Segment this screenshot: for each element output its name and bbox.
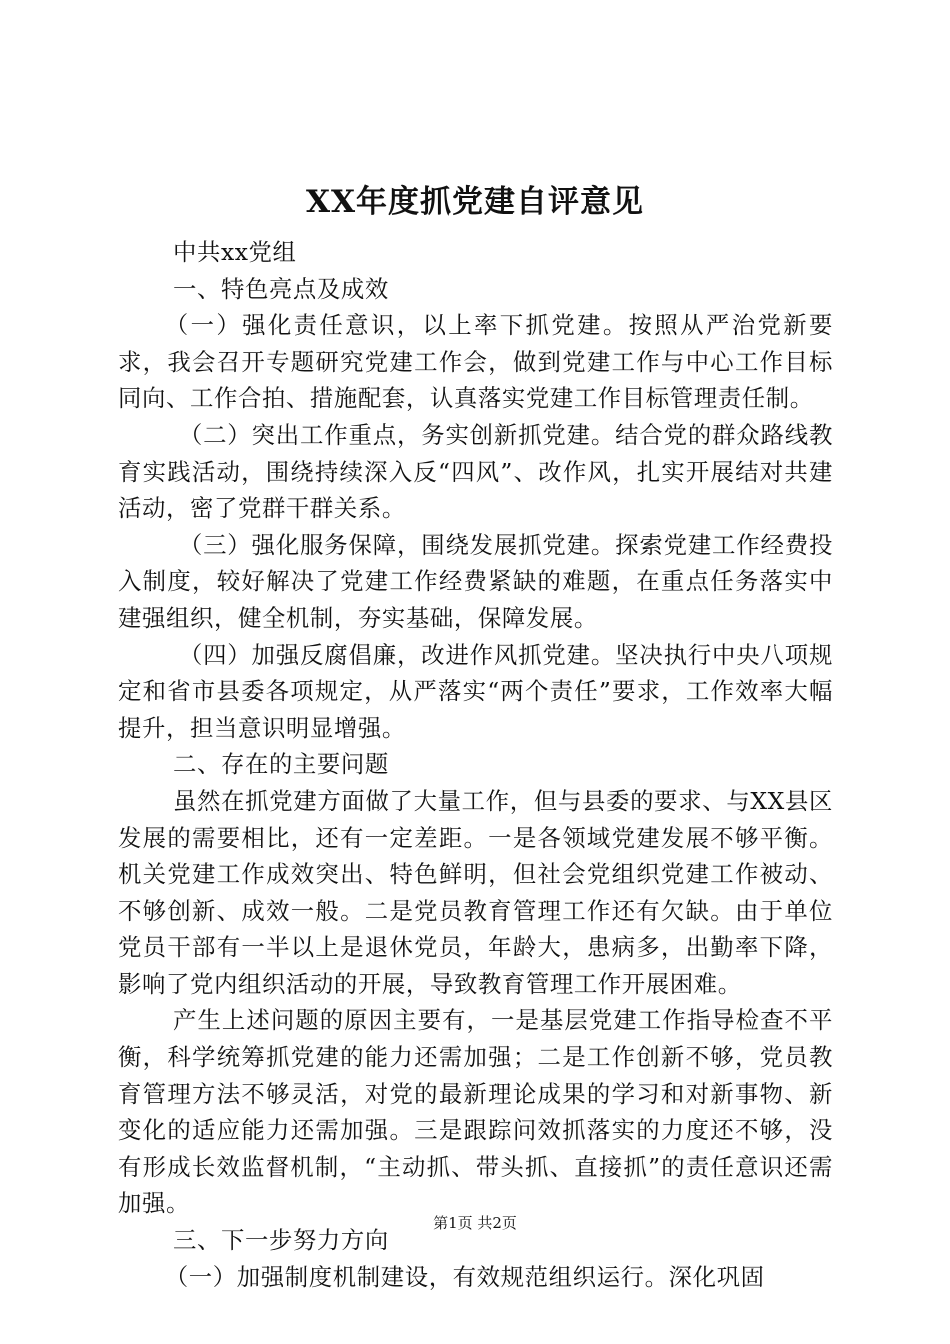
paragraph-issuer: 中共xx党组 — [172, 238, 297, 266]
page-footer: 第1页 共2页 — [433, 1214, 517, 1232]
paragraph-3-1: （一）加强制度机制建设，有效规范组织运行。深化巩固 — [164, 1262, 765, 1291]
paragraph-2-1: 虽然在抓党建方面做了大量工作，但与县委的要求、与XX县区发展的需要相比，还有一定差距。一是各领域党建发展不够平衡。机关党建工作成效突出、特色鲜明，但社会党组织党建工作被动、不够创新、成效一般。二是党员教育管理工作还有欠缺。由于单位党员干部有一半以上是退休党员，年龄大，患病多，出勤率下降，影响了党内组织活动的开展，导致教育管理工作开展困难。 — [118, 786, 833, 998]
section-heading-2: 二、存在的主要问题 — [172, 750, 389, 779]
paragraph-1-1: （一）强化责任意识，以上率下抓党建。按照从严治党新要求，我会召开专题研究党建工作会，做到党建工作与中心工作目标同向、工作合拍、措施配套，认真落实党建工作目标管理责任制。 — [118, 311, 833, 413]
section-heading-1: 一、特色亮点及成效 — [172, 274, 389, 303]
section-heading-3: 三、下一步努力方向 — [172, 1226, 389, 1255]
paragraph-1-3: （三）强化服务保障，围绕发展抓党建。探索党建工作经费投入制度，较好解决了党建工作经费紧缺的难题，在重点任务落实中建强组织，健全机制，夯实基础，保障发展。 — [118, 530, 833, 632]
paragraph-2-2: 产生上述问题的原因主要有，一是基层党建工作指导检查不平衡，科学统筹抓党建的能力还需加强；二是工作创新不够，党员教育管理方法不够灵活，对党的最新理论成果的学习和对新事物、新变化的适应能力还需加强。三是跟踪问效抓落实的力度还不够，没有形成长效监督机制，“主动抓、带头抓、直接抓”的责任意识还需加强。 — [118, 1006, 833, 1218]
document-title: XX年度抓党建自评意见 — [305, 184, 645, 220]
paragraph-1-4: （四）加强反腐倡廉，改进作风抓党建。坚决执行中央八项规定和省市县委各项规定，从严落实“两个责任”要求，工作效率大幅提升，担当意识明显增强。 — [118, 640, 833, 742]
document-body — [118, 234, 833, 1295]
paragraph-1-2: （二）突出工作重点，务实创新抓党建。结合党的群众路线教育实践活动，围绕持续深入反“四风”、改作风，扎实开展结对共建活动，密了党群干群关系。 — [118, 420, 833, 523]
